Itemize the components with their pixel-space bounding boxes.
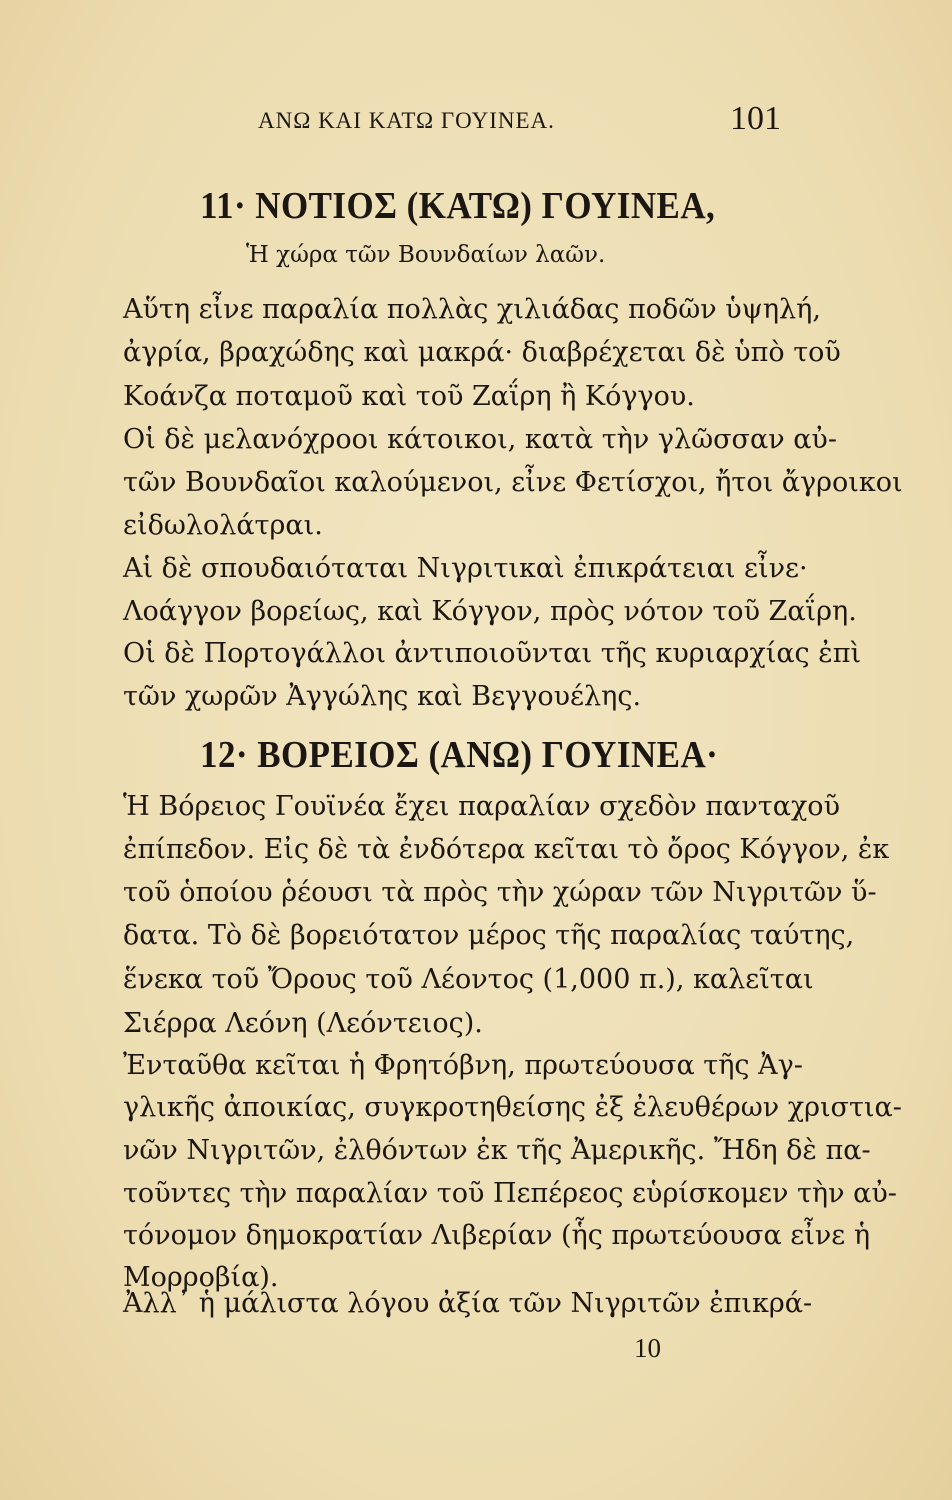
section-subheading: Ἡ χώρα τῶν Βουνδαίων λαῶν.: [246, 242, 606, 268]
text-line: γλικῆς ἀποικίας, συγκροτηθείσης ἐξ ἐλευθέρων χριστια-: [123, 1092, 902, 1123]
text-line: Οἱ δὲ Πορτογάλλοι ἀντιποιοῦνται τῆς κυριαρχίας ἐπὶ: [123, 638, 862, 669]
text-line: Ἀλλ᾽ ἡ μάλιστα λόγου ἀξία τῶν Νιγριτῶν ἐπικρά-: [123, 1288, 813, 1319]
page-number: 101: [730, 100, 781, 137]
section-heading-south-guinea: 11· ΝΟΤΙΟΣ (ΚΑΤΩ) ΓΟΥΙΝΕΑ,: [200, 185, 716, 227]
text-line: Αἱ δὲ σπουδαιόταται Νιγριτικαὶ ἐπικράτειαι εἶνε·: [123, 553, 808, 584]
text-line: τῶν χωρῶν Ἀγγώλης καὶ Βεγγουέλης.: [123, 681, 642, 712]
text-line: Ἐνταῦθα κεῖται ἡ Φρητόβνη, πρωτεύουσα τῆς Ἀγ-: [123, 1050, 803, 1081]
text-line: εἰδωλολάτραι.: [123, 510, 323, 541]
running-title: ΑΝΩ ΚΑΙ ΚΑΤΩ ΓΟΥΙΝΕΑ.: [258, 108, 555, 133]
section-heading-north-guinea: 12· ΒΟΡΕΙΟΣ (ΑΝΩ) ΓΟΥΙΝΕΑ·: [200, 734, 719, 776]
text-line: Οἱ δὲ μελανόχροοι κάτοικοι, κατὰ τὴν γλῶσσαν αὐ-: [123, 424, 837, 455]
text-line: Ἡ Βόρειος Γουϊνέα ἔχει παραλίαν σχεδὸν πανταχοῦ: [123, 791, 840, 822]
text-line: τῶν Βουνδαῖοι καλούμενοι, εἶνε Φετίσχοι, ἤτοι ἄγροικοι: [123, 467, 903, 498]
text-line: ἕνεκα τοῦ Ὄρους τοῦ Λέοντος (1,000 π.), καλεῖται: [123, 964, 814, 995]
text-line: Κοάνζα ποταμοῦ καὶ τοῦ Ζαΐρη ἢ Κόγγου.: [123, 381, 695, 412]
text-line: Αὕτη εἶνε παραλία πολλὰς χιλιάδας ποδῶν ὑψηλή,: [123, 294, 821, 325]
text-line: τοῦντες τὴν παραλίαν τοῦ Πεπέρεος εὑρίσκομεν τὴν αὐ-: [123, 1178, 897, 1209]
text-line: ἀγρία, βραχώδης καὶ μακρά· διαβρέχεται δὲ ὑπὸ τοῦ: [123, 337, 841, 368]
text-line: δατα. Τὸ δὲ βορειότατον μέρος τῆς παραλίας ταύτης,: [123, 920, 855, 951]
text-line: Σιέρρα Λεόνη (Λεόντειος).: [123, 1008, 483, 1039]
text-line: νῶν Νιγριτῶν, ἐλθόντων ἐκ τῆς Ἀμερικῆς. Ἤδη δὲ πα-: [123, 1135, 871, 1166]
text-line: Μορροβία).: [123, 1262, 279, 1293]
signature-mark: 10: [634, 1333, 661, 1363]
text-line: ἐπίπεδον. Εἰς δὲ τὰ ἐνδότερα κεῖται τὸ ὄρος Κόγγον, ἐκ: [123, 834, 890, 865]
text-line: τόνομον δημοκρατίαν Λιβερίαν (ἧς πρωτεύουσα εἶνε ἡ: [123, 1220, 871, 1251]
text-line: τοῦ ὁποίου ῥέουσι τὰ πρὸς τὴν χώραν τῶν Νιγριτῶν ὕ-: [123, 877, 877, 908]
text-line: Λοάγγον βορείως, καὶ Κόγγον, πρὸς νότον τοῦ Ζαΐρη.: [123, 596, 857, 627]
